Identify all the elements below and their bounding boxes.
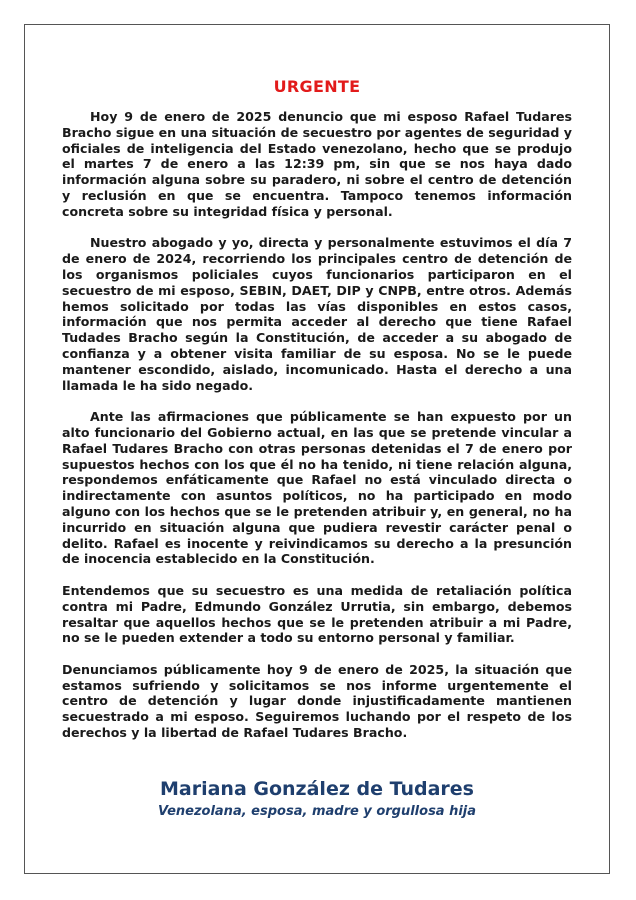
paragraph-2: Nuestro abogado y yo, directa y personalmente estuvimos el día 7 de enero de 2024, recorriendo los principales centro de detención de los organismos policiales cuyos funcionarios participaron en el secuestro de mi esposo, SEBIN, DAET, DIP y CNPB, entre otros. Además hemos solicitado por todas las vías disponibles en estos casos, información que nos permita acceder al derecho que tiene Rafael Tudades Bracho según la Constitución, de acceder a su abogado de confianza y a obtener visita familiar de su esposa. No se le puede mantener escondido, aislado, incomunicado. Hasta el derecho a una llamada le ha sido negado.: [62, 235, 572, 393]
document-page: [24, 24, 610, 874]
paragraph-1: Hoy 9 de enero de 2025 denuncio que mi esposo Rafael Tudares Bracho sigue en una situación de secuestro por agentes de seguridad y oficiales de inteligencia del Estado venezolano, hecho que se produjo el martes 7 de enero a las 12:39 pm, sin que se nos haya dado información alguna sobre su paradero, ni sobre el centro de detención y reclusión en que se encuentra. Tampoco tenemos información concreta sobre su integridad física y personal.: [62, 109, 572, 219]
document-body: [62, 109, 572, 757]
document-title: URGENTE: [273, 77, 361, 96]
paragraph-5: Denunciamos públicamente hoy 9 de enero de 2025, la situación que estamos sufriendo y solicitamos se nos informe urgentemente el centro de detención y lugar donde injustificadamente mantienen secuestrado a mi esposo. Seguiremos luchando por el respeto de los derechos y la libertad de Rafael Tudares Bracho.: [62, 661, 572, 741]
paragraph-4: Entendemos que su secuestro es una medida de retaliación política contra mi Padre, Edmundo González Urrutia, sin embargo, debemos resaltar que aquellos hechos que se le pretenden atribuir a mi Padre, no se le pueden extender a todo su entorno personal y familiar.: [62, 582, 572, 646]
signature-subtitle: Venezolana, esposa, madre y orgullosa hija: [157, 804, 477, 819]
signature-name: Mariana González de Tudares: [159, 778, 474, 800]
signature-block: [25, 777, 609, 821]
paragraph-3: Ante las afirmaciones que públicamente se han expuesto por un alto funcionario del Gobierno actual, en las que se pretende vincular a Rafael Tudares Bracho con otras personas detenidas el 7 de enero por supuestos hechos con los que él no ha tenido, ni tiene relación alguna, respondemos enfáticamente que Rafael no está vinculado directa o indirectamente con asuntos políticos, no ha participado en modo alguno con los hechos que se le pretenden atribuir y, en general, no ha incurrido en situación alguna que pudiera revestir carácter penal o delito. Rafael es inocente y reivindicamos su derecho a la presunción de inocencia establecido en la Constitución.: [62, 409, 572, 567]
